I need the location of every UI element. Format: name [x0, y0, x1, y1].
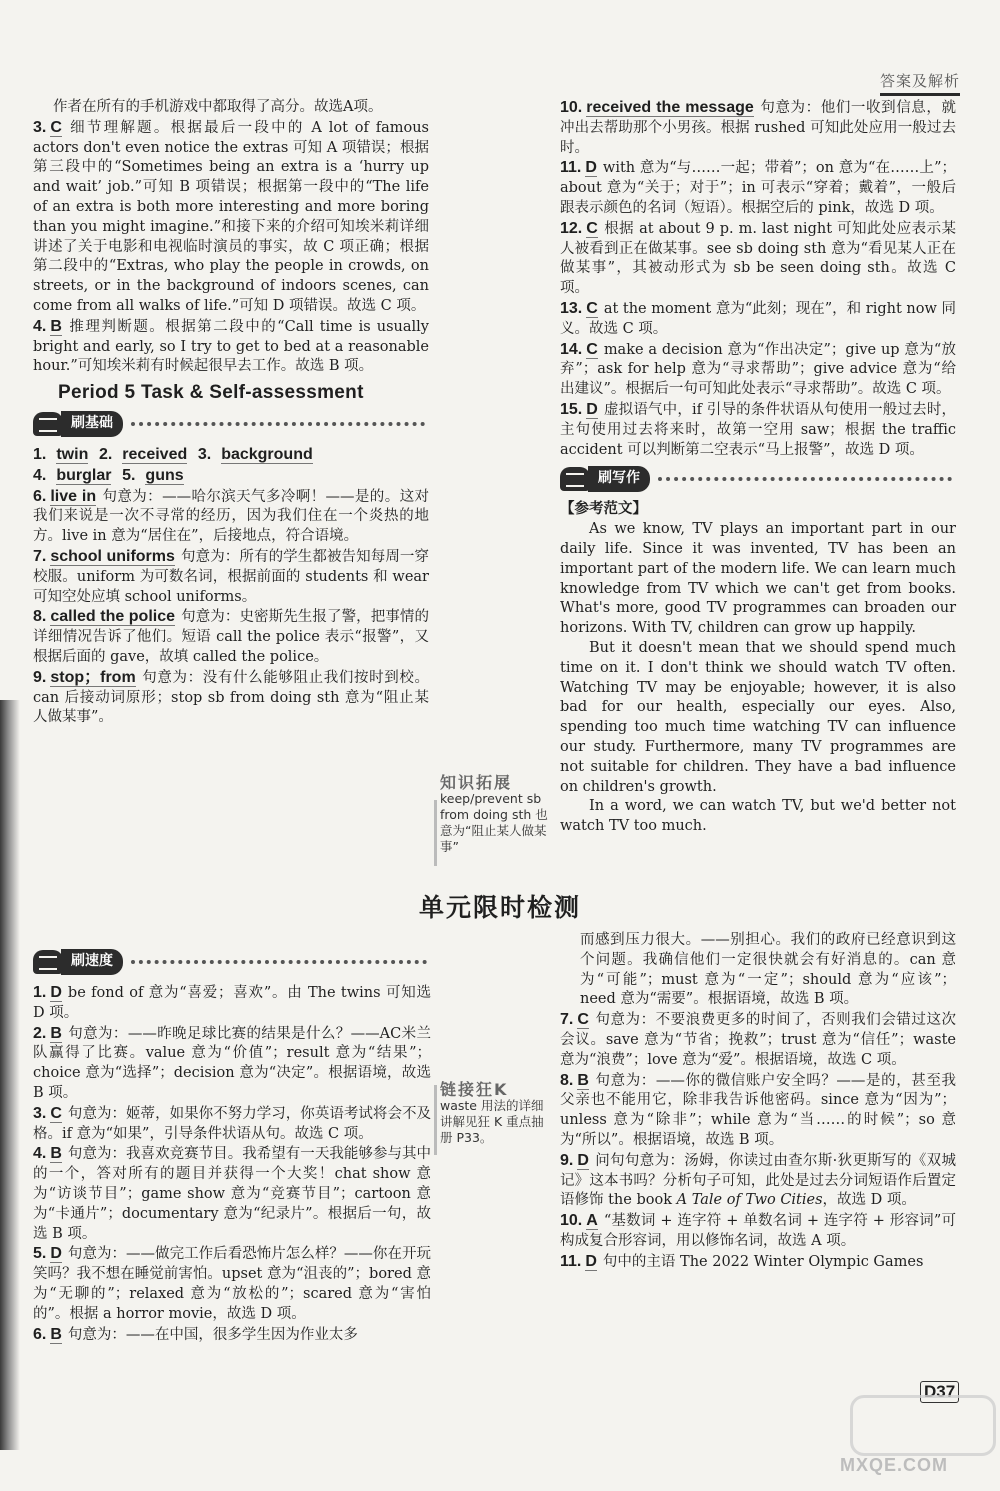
answer: B	[50, 1325, 62, 1343]
test-question-11	[560, 1252, 956, 1273]
answer: received	[122, 445, 188, 463]
question-14	[560, 340, 956, 400]
dotted-rule	[131, 960, 427, 964]
banner-writing	[560, 464, 956, 494]
banner-label: 刷基础	[61, 411, 123, 437]
explanation: be fond of 意为“喜爱；喜欢”。由 The twins 可知选 D 项。	[33, 985, 431, 1021]
intro-text: 作者在所有的手机游戏中都取得了高分。故选A项。	[53, 99, 383, 115]
test-question-6	[33, 1325, 431, 1346]
question-number: 9.	[33, 668, 47, 686]
test-question-9	[560, 1151, 956, 1211]
question-12	[560, 219, 956, 299]
question-number: 11.	[560, 159, 582, 177]
question-number: 6.	[33, 487, 47, 505]
question-8	[33, 607, 429, 667]
question-number: 8.	[33, 608, 47, 626]
question-number: 3.	[33, 1104, 47, 1122]
answer: A	[586, 1212, 598, 1230]
explanation: 根据 at about 9 p. m. last night 可知此处应表示某人被看到正在做某事。see sb doing sth 意为“看见某人正在做某事”，其被动形式为 sb be seen doing sth。故选 C 项。	[560, 220, 956, 297]
explanation: make a decision 意为“作出决定”；give up 意为“放弃”；ask for help 意为“寻求帮助”；give advice 意为“给出建议”。根据后一句可知此处表示“寻求帮助”。故选 C 项。	[560, 341, 956, 398]
test-question-8	[560, 1071, 956, 1151]
watermark-site: MXQE.COM	[840, 1455, 949, 1475]
test-question-1	[33, 983, 431, 1024]
question-7	[33, 547, 429, 607]
answer: D	[577, 1151, 589, 1169]
explanation: 句意为：他们一收到信息，就冲出去帮助那个小男孩。根据 rushed 可知此处应用一般过去时。	[560, 100, 956, 156]
explanation: 句意为：不要浪费更多的时间了，否则我们会错过这次会议。save 意为“节省；挽救”；trust 意为“信任”；waste 意为“浪费”；love 意为“爱”。根据语境，故选 C 项。	[560, 1012, 956, 1068]
answer: background	[221, 445, 313, 463]
answer: B	[50, 317, 62, 335]
sidenote-bracket	[434, 800, 437, 866]
explanation: with 意为“与……一起；带着”；on 意为“在……上”；about 意为“关于；对于”；in 可表示“穿着；戴着”，一般后跟表示颜色的名词（短语）。根据空后的 pink，故选 D 项。	[560, 160, 956, 216]
explanation: 句意为：——哈尔滨天气多冷啊！——是的。这对我们来说是一次不寻常的经历，因为我们住在一个炎热的地方。live in 意为“居住在”，后接地点，符合语境。	[33, 488, 429, 545]
answer: guns	[145, 466, 184, 484]
right-column-test	[560, 931, 956, 1273]
test-question-5	[33, 1244, 431, 1324]
explanation: 句意为：所有的学生都被告知每周一穿校服。uniform 为可数名词，根据前面的 students 和 wear 可知空处应填 school uniforms。	[33, 548, 430, 605]
question-number: 1.	[33, 984, 47, 1001]
explanation: 句意为：史密斯先生报了警，把事情的详细情况告诉了他们。短语 call the police 表示“报警”，又根据后面的 gave，故填 called the police。	[33, 609, 430, 665]
question-number: 4.	[33, 466, 47, 484]
page-number: D37	[920, 1381, 959, 1403]
explanation: 句意为：我喜欢竞赛节目。我希望有一天我能够参与其中的一个，答对所有的题目并获得一个大奖！chat show 意为“访谈节目”；game show 意为“竞赛节目”；cartoon 意为“卡通片”；documentary 意为“纪录片”。根据后一句，故选 B 项。	[33, 1146, 431, 1242]
question-11	[560, 158, 956, 218]
answer: school uniforms	[50, 547, 175, 565]
book-title: A Tale of Two Cities	[676, 1192, 823, 1209]
answer: C	[586, 340, 598, 358]
answer: D	[50, 984, 62, 1001]
question-number: 7.	[33, 547, 47, 565]
sidenote-title: 知识拓展	[440, 773, 513, 792]
answer: D	[50, 1245, 62, 1263]
answer: B	[50, 1024, 62, 1042]
model-essay	[560, 520, 956, 837]
question-number: 5.	[122, 466, 136, 484]
dotted-rule	[658, 477, 952, 481]
explanation: 句意为：——你的微信账户安全吗？——是的，甚至我父亲也不能用它，除非我告诉他密码。since 意为“因为”；unless 意为“除非”；while 意为“当……的时候”；so 意为“所以”。根据语境，故选 B 项。	[560, 1072, 956, 1148]
answer: C	[50, 118, 62, 136]
answer: received the message	[586, 99, 754, 116]
binding-shadow	[0, 700, 20, 1450]
answer: B	[50, 1145, 62, 1163]
question-number: 14.	[560, 340, 583, 358]
dotted-rule	[131, 422, 425, 426]
question-number: 6.	[33, 1325, 47, 1343]
explanation: 句意为：没有什么能够阻止我们按时到校。can 后接动词原形；stop sb from doing sth 意为“阻止某人做某事”。	[33, 669, 429, 726]
banner-label: 刷速度	[61, 949, 123, 975]
question-number: 11.	[560, 1252, 582, 1270]
running-head: 答案及解析	[880, 70, 960, 96]
question-number: 13.	[560, 299, 583, 317]
question-10	[560, 98, 956, 158]
question-number: 2.	[33, 1024, 47, 1042]
left-column-test	[33, 943, 431, 1345]
sidenote-bracket	[434, 1085, 437, 1155]
banner-basics	[33, 409, 429, 439]
explanation: 推理判断题。根据第二段中的“Call time is usually bright and early, so I try to get to bed at a reasonable hour.”可知埃米莉有时候起很早去工作。故选 B 项。	[33, 318, 429, 375]
question-number: 12.	[560, 219, 583, 237]
answer: twin	[56, 445, 89, 463]
continued-explanation: 而感到压力很大。——别担心。我们的政府已经意识到这个问题。我确信他们一定很快就会有好消息的。can 意为“可能”；must 意为“一定”；should 意为“应该”；need 意为“需要”。根据语境，故选 B 项。	[580, 932, 956, 1008]
fill-answers-1	[33, 445, 429, 466]
answer: burglar	[56, 466, 112, 484]
answer: C	[586, 219, 598, 237]
explanation: 虚拟语气中，if 引导的条件状语从句使用一般过去时，主句使用过去将来时，故第一空用 saw；根据 the traffic accident 可以判断第二空表示“马上报警”，故选 D 项。	[560, 401, 956, 458]
test-question-10	[560, 1211, 956, 1252]
banner-speed	[33, 947, 431, 977]
answer: called the police	[50, 608, 176, 626]
test-question-4	[33, 1144, 431, 1244]
question-number: 7.	[560, 1011, 574, 1029]
question-15	[560, 400, 956, 460]
sidenote-knowledge-extension	[440, 775, 548, 855]
test-question-7	[560, 1010, 956, 1070]
period-title: Period 5 Task & Self-assessment	[58, 382, 364, 404]
question-number: 3.	[33, 118, 47, 136]
question-number: 5.	[33, 1245, 47, 1263]
banner-label: 刷写作	[588, 466, 650, 492]
sidenote-title: 链接狂K	[440, 1080, 509, 1099]
explanation: 句意为：姬蒂，如果你不努力学习，你英语考试将会不及格。if 意为“如果”，引导条件状语从句。故选 C 项。	[33, 1105, 431, 1142]
question-number: 2.	[98, 445, 113, 463]
explanation: 句意为：——做完工作后看恐怖片怎么样？——你在开玩笑吗？我不想在睡觉前害怕。upset 意为“沮丧的”；bored 意为“无聊的”；relaxed 意为“放松的”；scared 意为“害怕的”。根据 a horror movie，故选 D 项。	[33, 1246, 431, 1322]
answer: C	[50, 1104, 62, 1122]
question-4	[33, 317, 429, 377]
explanation: ，故选 D 项。	[822, 1192, 916, 1209]
answer: C	[577, 1011, 589, 1029]
explanation: 句意为：——昨晚足球比赛的结果是什么？——AC米兰队赢得了比赛。value 意为“价值”；result 意为“结果”；choice 意为“选择”；decision 意为“决定”。根据语境，故选 B 项。	[33, 1025, 431, 1101]
fill-answers-2	[33, 466, 429, 487]
answer: D	[585, 159, 597, 177]
watermark-logo	[850, 1395, 996, 1456]
answer: B	[577, 1071, 589, 1089]
answer: stop；from	[50, 668, 136, 686]
pencil-badge-icon	[33, 412, 63, 436]
test-question-3	[33, 1104, 431, 1145]
answer: D	[586, 400, 598, 418]
question-number: 10.	[560, 1212, 583, 1230]
right-column	[560, 98, 956, 837]
question-number: 9.	[560, 1151, 574, 1169]
essay-paragraph: But it doesn't mean that we should spend much time on it. I don't think we should watch TV often. Watching TV may be enjoyable; however, it is also bad for our health, especially our eyes. Also, spending too much time watching TV can influence our study. Furthermore, many TV programmes are not suitable for children. They have a bad influence on children's growth.	[560, 639, 956, 795]
explanation: 细节理解题。根据最后一段中的 A lot of famous actors don't even notice the extras 可知 A 项错误；根据第三段中的“Sometimes being an extra is a ‘hurry up and wait’ job.”可知 B 项错误；根据第一段中的“The life of an extra is both more interesting and more boring than you might imagine.”和接下来的介绍可知埃米莉详细讲述了关于电影和电视临时演员的事实，故 C 项正确；根据第二段中的“Extras, who play the people in crowds, on streets, or in the background of indoors scenes, can come from all walks of life.”可知 D 项错误。故选 C 项。	[33, 119, 429, 314]
essay-paragraph: As we know, TV plays an important part in our daily life. Since it was invented, TV has been an important part of the modern life. We can learn much knowledge from TV which we can't get from books. What's more, good TV programmes can broaden our horizons. With TV, children can grow up happily.	[560, 521, 956, 637]
answer: live in	[50, 487, 97, 505]
explanation: 问句句意为：汤姆，你读过由查尔斯·狄更斯写的《双城记》这本书吗？分析句子可知，此处是过去分词短语作后置定语修饰 the book	[560, 1152, 956, 1209]
sidenote-text: keep/prevent sb from doing sth 也意为“阻止某人做某事”	[440, 791, 548, 854]
question-3	[33, 118, 429, 317]
sidenote-text: waste 用法的详细讲解见狂 K 重点抽册 P33。	[440, 1098, 544, 1145]
essay-paragraph: In a word, we can watch TV, but we'd better not watch TV too much.	[560, 798, 956, 835]
answer: D	[585, 1252, 597, 1270]
question-number: 15.	[560, 400, 583, 418]
question-13	[560, 299, 956, 340]
question-9	[33, 668, 429, 728]
sidenote-link-k	[440, 1082, 552, 1146]
explanation: “基数词 + 连字符 + 单数名词 + 连字符 + 形容词”可构成复合形容词，用以修饰名词，故选 A 项。	[560, 1213, 956, 1249]
question-6	[33, 487, 429, 547]
question-number: 4.	[33, 317, 47, 335]
pencil-badge-icon	[33, 950, 63, 974]
pencil-badge-icon	[560, 467, 590, 491]
question-number: 3.	[197, 445, 212, 463]
explanation: at the moment 意为“此刻；现在”，和 right now 同义。故选 C 项。	[560, 300, 956, 337]
model-essay-label: 【参考范文】	[560, 501, 647, 518]
explanation: 句中的主语 The 2022 Winter Olympic Games	[602, 1253, 924, 1270]
section-title: 单元限时检测	[418, 893, 581, 922]
left-column	[33, 98, 430, 728]
question-number: 4.	[33, 1145, 47, 1163]
answer: C	[586, 299, 598, 317]
question-number: 8.	[560, 1071, 574, 1089]
question-number: 1.	[33, 445, 47, 463]
question-number: 10.	[560, 99, 583, 116]
explanation: 句意为：——在中国，很多学生因为作业太多	[67, 1326, 358, 1343]
test-question-2	[33, 1024, 431, 1104]
